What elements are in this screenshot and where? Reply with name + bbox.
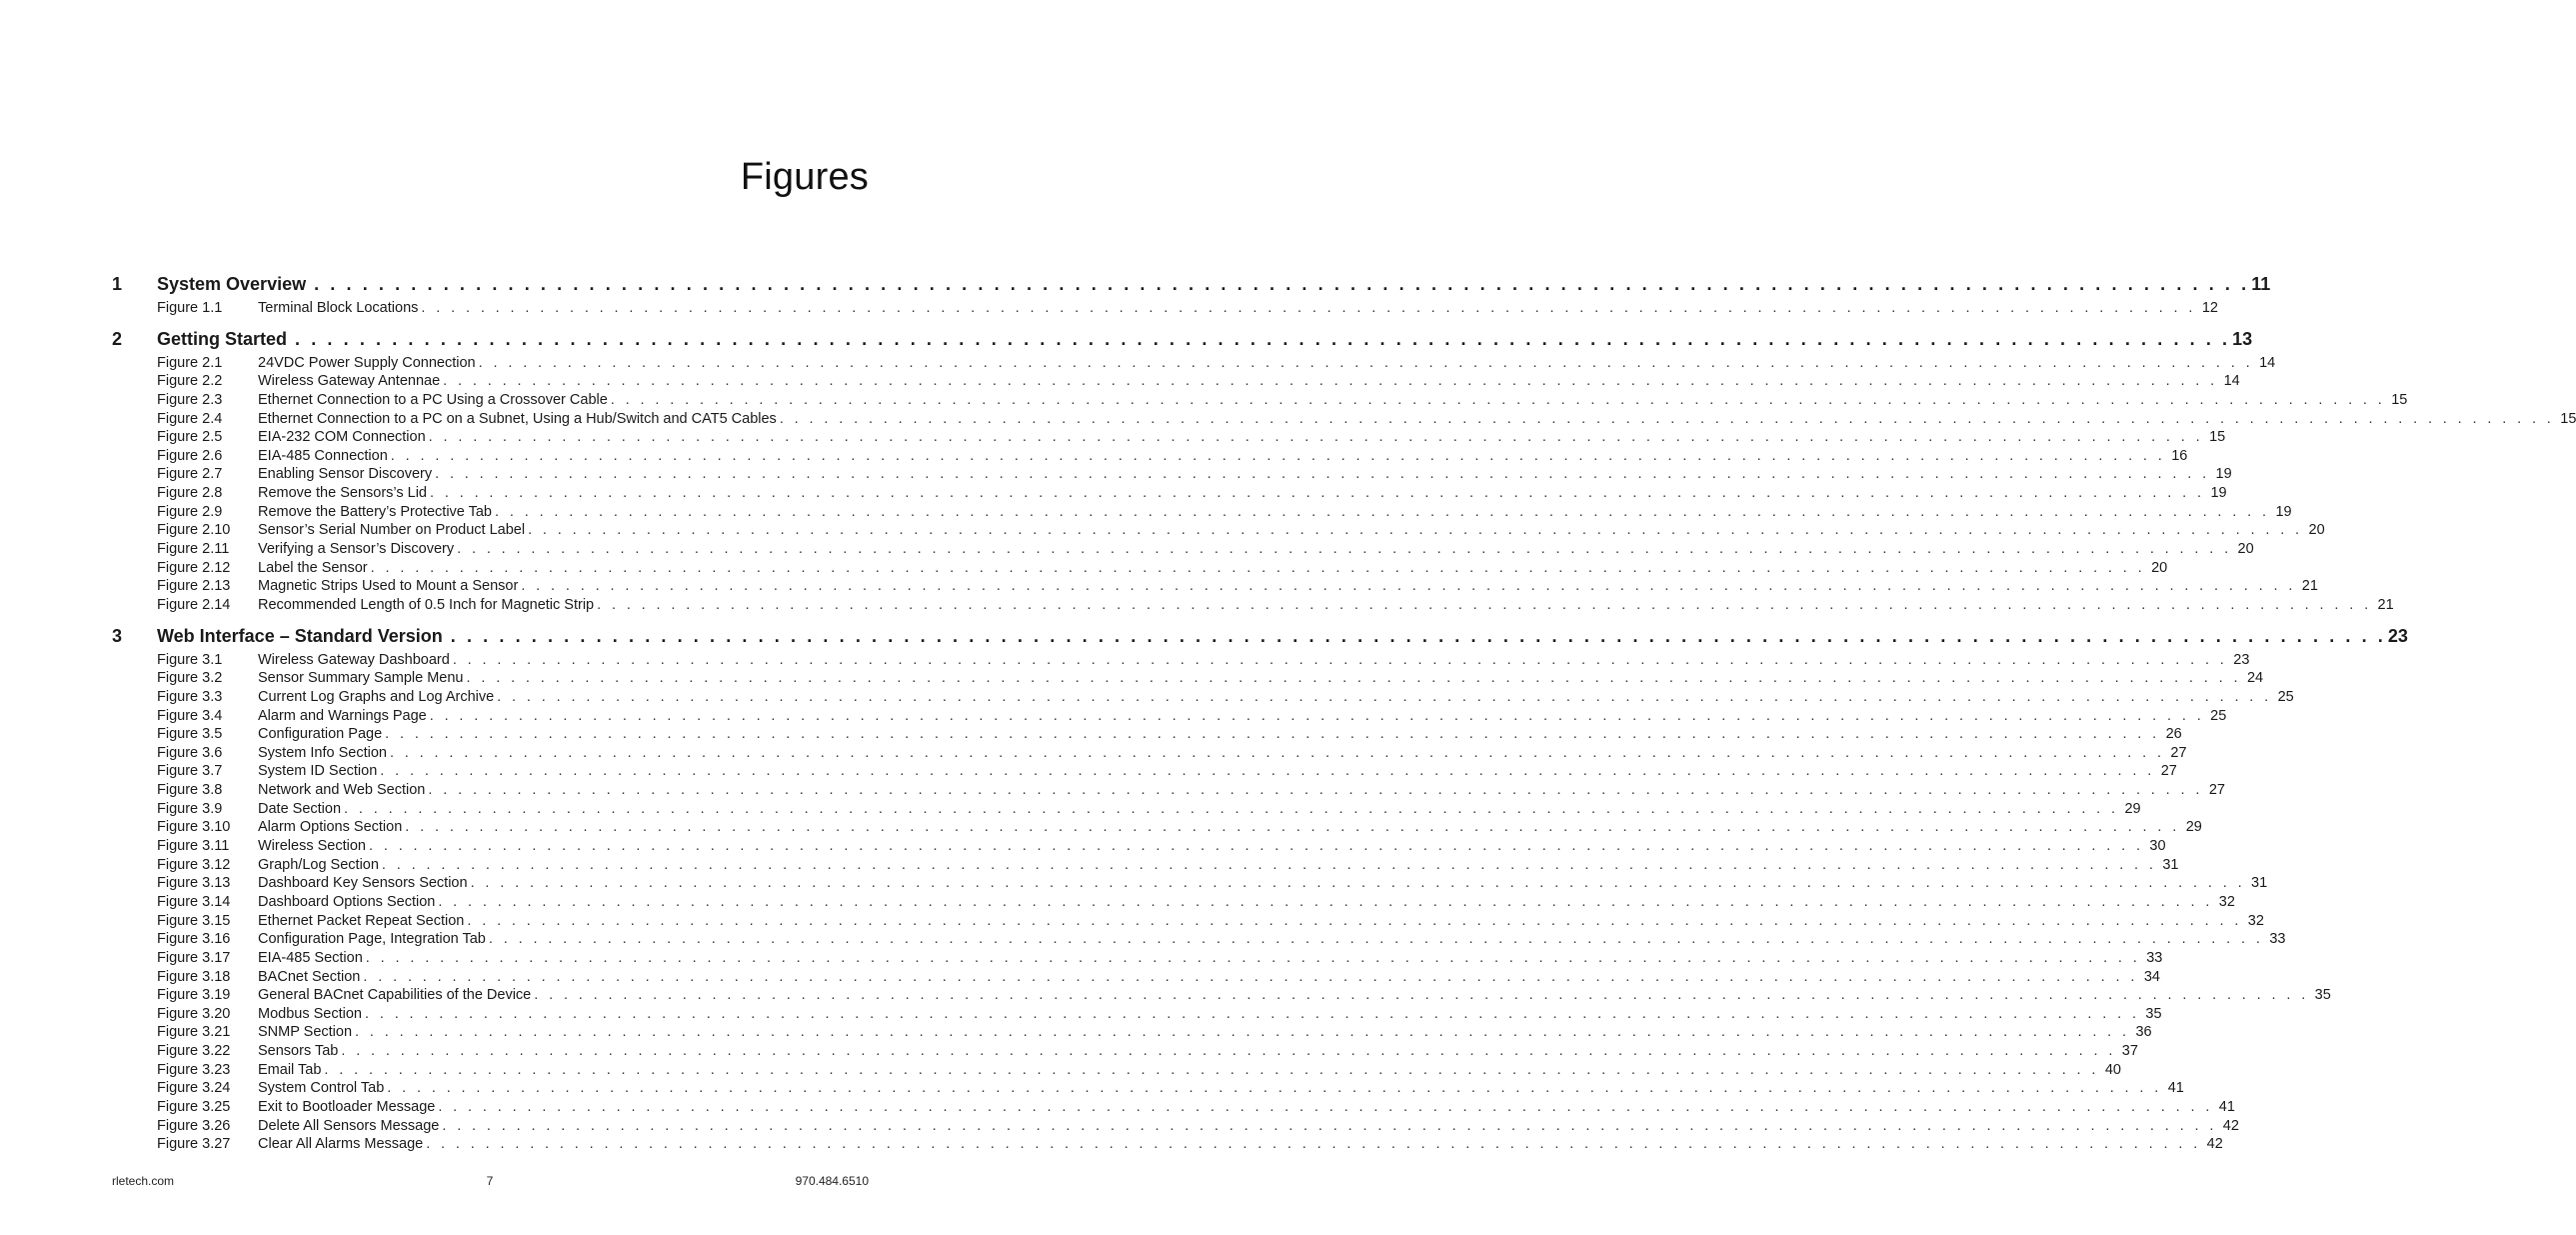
figure-page-number: 23 (2233, 651, 2250, 668)
figure-label: Figure 2.8 (157, 485, 223, 502)
figure-title: Terminal Block Locations (258, 300, 419, 316)
toc-figure-entry[interactable] (112, 559, 2168, 579)
figure-title: Sensors Tab (258, 1043, 339, 1060)
dot-leader: . . . . . . . . . . . . . . . . . . . . . . . . . . . . . . . . . . . . . . . . . . . . . . . . . . . . . . . . . . . . . . . . . . . . . . . . . . . . . . . . . . . . . . . . . . . . . . . . . . . . . . . . . . . . . . . . . . . . . . . . (478, 354, 2254, 371)
figure-title: Network and Web Section (258, 782, 426, 799)
toc-figure-entry[interactable] (112, 373, 2240, 392)
dot-leader: . . . . . . . . . . . . . . . . . . . . . . . . . . . . . . . . . . . . . . . . . . . . . . . . . . . . . . . . . . . . . . . . . . . . . . . . . . . . . . . . . . . . . . . . . . . . . . . . . . . . . . . . . . . . . . . . . . . . . . . . (534, 987, 2309, 1004)
figure-title: Enabling Sensor Discovery (258, 466, 433, 483)
dot-leader: . . . . . . . . . . . . . . . . . . . . . . . . . . . . . . . . . . . . . . . . . . . . . . . . . . . . . . . . . . . . . . . . . . . . . . . . . . . . . . . . . . . . . . . . . . . . . . . . . . . . . . . . . . . . . . . . . . . . . . . . (430, 485, 2205, 502)
dot-leader: . . . . . . . . . . . . . . . . . . . . . . . . . . . . . . . . . . . . . . . . . . . . . . . . . . . . . . . . . . . . . . . . . . . . . . . . . . . . . . . . . . . . . . . . . . . . . . . . . . . . . . . . . . . . . . . . . . . . . . . . (457, 541, 2232, 558)
dot-leader: . . . . . . . . . . . . . . . . . . . . . . . . . . . . . . . . . . . . . . . . . . . . . . . . . . . . . . . . . . . . . . . . . . . . . . . . . . . . . . . . . . . . . . . . . . . . . . . . . . . . . . . . . . . . . . . . . . . . . . . . (344, 800, 2119, 817)
toc-figure-entry[interactable] (112, 949, 2163, 969)
toc-figure-entry[interactable] (112, 354, 2276, 374)
figure-label: Figure 1.1 (157, 300, 223, 316)
dot-leader: . . . . . . . . . . . . . . . . . . . . . . . . . . . . . . . . . . . . . . . . . . . . . . . . . . . . . . . . . . . . . . . . . . . . . . . . . . . . . . . . . . . . . . . . . . . . . . . . . . . . . . . . . . . . . . . . . . . . . . . . (389, 744, 2165, 761)
chapter-number: 2 (112, 328, 123, 349)
toc-figure-entry[interactable] (112, 838, 2166, 857)
page-title: Figures (740, 156, 869, 198)
dot-leader: . . . . . . . . . . . . . . . . . . . . . . . . . . . . . . . . . . . . . . . . . . . . . . . . . . . . . . . . . . . . . . . . . . . . . . . . . . . . . . . . . . . . . . . . . . . . . . . . . . . . . . . . . . . . . . . . . . . . . . . . (428, 429, 2204, 446)
figure-title: EIA-485 Connection (258, 447, 388, 464)
dot-leader: . . . . . . . . . . . . . . . . . . . . . . . . . . . . . . . . . . . . . . . . . . . . . . . . . . . . . . . . . . . . . . . . . . . . . . . . . . . . . . . . . . . . . . . . . . . . . . . . . . . . . . . . . . . . . . . . . . . . . . . . (779, 410, 2555, 427)
figure-page-number: 27 (2160, 763, 2177, 780)
toc-figure-entry[interactable] (112, 485, 2227, 504)
figure-page-number: 35 (2145, 1005, 2162, 1022)
figure-page-number: 29 (2124, 800, 2141, 817)
figure-title: System Info Section (258, 744, 387, 761)
figure-page-number: 20 (2237, 541, 2254, 558)
figure-label: Figure 2.12 (157, 559, 231, 576)
figure-page-number: 15 (2209, 429, 2226, 446)
footer-phone: 970.484.6510 (795, 1174, 869, 1188)
toc-figure-entry[interactable] (112, 782, 2225, 801)
dot-leader: . . . . . . . . . . . . . . . . . . . . . . . . . . . . . . . . . . . . . . . . . . . . . . . . . . . . . . . . . . . . . . . . . . . . . . . . . . . . . . . . . . . . . . . . . . . . . . . . . . . . . . . . . . . . . . . . . . . . . . . . (497, 688, 2272, 705)
figure-title: System Control Tab (258, 1080, 385, 1097)
figure-label: Figure 3.1 (157, 651, 223, 668)
toc-figure-entry[interactable] (112, 1024, 2152, 1043)
toc-figure-entry[interactable] (112, 819, 2202, 838)
dot-leader: . . . . . . . . . . . . . . . . . . . . . . . . . . . . . . . . . . . . . . . . . . . . . . . . . . . . . . . . . . . . . . . . . . . . . . . . . . . . . . . . . . . . . . . . . . . . . . . . . . . . . . . . . . . . . . . . . . . . . . . . (521, 578, 2296, 595)
dot-leader: . . . . . . . . . . . . . . . . . . . . . . . . . . . . . . . . . . . . . . . . . . . . . . . . . . . . . . . . . . . . . . . . . . . . . . . . . . . . . . . . . . . . . . . . . . . . . . . . . . . . . . . . . . . . . . . . . . . . . . . . (435, 466, 2210, 483)
figure-title: Modbus Section (258, 1005, 362, 1022)
figure-page-number: 29 (2185, 819, 2202, 836)
figure-label: Figure 2.9 (157, 503, 223, 520)
figure-label: Figure 2.4 (157, 410, 223, 427)
figure-label: Figure 3.24 (157, 1080, 231, 1097)
figure-page-number: 37 (2121, 1043, 2138, 1060)
dot-leader: . . . . . . . . . . . . . . . . . . . . . . . . . . . . . . . . . . . . . . . . . . . . . . . . . . . . . . . . . . . . . . . . . . . . . . . . . . . . . . . . . . . . . . . . . . . . . . . . . . . . . . . . . . . . . . . . . . . . . . . . (365, 949, 2141, 966)
figure-title: Sensor Summary Sample Menu (258, 670, 464, 687)
figure-title: Graph/Log Section (258, 856, 379, 873)
figure-title: Alarm and Warnings Page (258, 707, 427, 724)
figure-title: Exit to Bootloader Message (258, 1098, 436, 1115)
figure-label: Figure 3.23 (157, 1061, 231, 1078)
figure-page-number: 41 (2218, 1098, 2235, 1115)
footer-page-number: 7 (486, 1174, 494, 1188)
chapter-page-number: 11 (2251, 274, 2271, 294)
toc-figure-entry[interactable] (112, 466, 2232, 485)
figure-label: Figure 3.11 (157, 838, 230, 855)
figure-title: Ethernet Packet Repeat Section (258, 912, 465, 929)
figure-label: Figure 2.13 (157, 578, 231, 595)
figure-title: System ID Section (258, 763, 378, 780)
figure-title: Configuration Page, Integration Tab (258, 931, 486, 948)
figure-title: Magnetic Strips Used to Mount a Sensor (258, 578, 519, 595)
figure-label: Figure 3.13 (157, 875, 231, 892)
dot-leader: . . . . . . . . . . . . . . . . . . . . . . . . . . . . . . . . . . . . . . . . . . . . . . . . . . . . . . . . . . . . . . . . . . . . . . . . . . . . . . . . . . . . . . . . . . . . . . . . . . . . . . . . . . . . . . . . . . . . . . . . (610, 391, 2386, 408)
toc-chapter-entry[interactable] (112, 274, 2271, 300)
figure-page-number: 42 (2222, 1117, 2239, 1134)
toc-figure-entry[interactable] (112, 429, 2226, 448)
figure-page-number: 12 (2201, 300, 2218, 316)
dot-leader: . . . . . . . . . . . . . . . . . . . . . . . . . . . . . . . . . . . . . . . . . . . . . . . . . . . . . . . . . . . . . . . . . . . . . . . . . . . . . . . . . . . . . . . . . . . . . . . . . . . . . . . . . . . . . . . . . . . . . . . . (405, 819, 2180, 836)
toc-figure-entry[interactable] (112, 391, 2408, 411)
toc-figure-entry[interactable] (112, 522, 2325, 541)
figure-title: BACnet Section (258, 968, 361, 985)
dot-leader: . . . . . . . . . . . . . . . . . . . . . . . . . . . . . . . . . . . . . . . . . . . . . . . . . . . . . . . . . . . . . . . . . . . . . . . . . . . . . . . . . . . . . . . . . . . . . . . . . . . . . . . . . . . . . . . . . . . . . . . . (597, 596, 2372, 613)
figure-page-number: 20 (2308, 522, 2325, 539)
toc-figure-entry[interactable] (112, 503, 2292, 523)
figure-page-number: 20 (2151, 559, 2168, 576)
figure-page-number: 19 (2210, 485, 2227, 502)
figure-page-number: 15 (2560, 410, 2576, 427)
figure-label: Figure 2.3 (157, 391, 223, 408)
chapter-number: 3 (112, 625, 123, 646)
dot-leader: . . . . . . . . . . . . . . . . . . . . . . . . . . . . . . . . . . . . . . . . . . . . . . . . . . . . . . . . . . . . . . . . . . . . . . . . . . . . . . . . . . . . . . . . . . . . . . . . . . . . . . . . . . . . . . . . . . . . . . . . (380, 763, 2155, 780)
figure-page-number: 25 (2277, 688, 2294, 705)
table-of-figures (112, 274, 2576, 1155)
figure-label: Figure 3.26 (157, 1117, 231, 1134)
toc-figure-entry[interactable] (112, 726, 2182, 745)
figure-label: Figure 3.5 (157, 726, 223, 743)
figure-page-number: 16 (2171, 447, 2188, 464)
toc-figure-entry[interactable] (112, 1117, 2239, 1137)
figure-title: Wireless Gateway Antennae (258, 373, 441, 390)
toc-figure-entry[interactable] (112, 410, 2576, 430)
dot-leader: . . . . . . . . . . . . . . . . . . . . . . . . . . . . . . . . . . . . . . . . . . . . . . . . . . . . . . . . . . . . . . . . . . . . . . . . . . . . . . . . . . . . . . . . . . . . . . . . . . . . . . . . . . . . . . . . . . . . . . . . (381, 856, 2157, 873)
toc-figure-entry[interactable] (112, 1005, 2162, 1025)
toc-figure-entry[interactable] (112, 670, 2264, 689)
figure-label: Figure 2.7 (157, 466, 223, 483)
toc-figure-entry[interactable] (112, 1098, 2235, 1118)
dot-leader: . . . . . . . . . . . . . . . . . . . . . . . . . . . . . . . . . . . . . . . . . . . . . . . . . . . . . . . . . . . . . . . . . . . . . . . . . . . . . . . . . . . . . . . . . . . . . . . . . . . . . . . . . . . . . . . . . . . . . . . . (390, 447, 2166, 464)
dot-leader: . . . . . . . . . . . . . . . . . . . . . . . . . . . . . . . . . . . . . . . . . . . . . . . . . . . . . . . . . . . . . . . . . . . . . . . . . . . . . . . . . . . . . . . . . . . . . . . . . . . . . . . . . . . . . . . . . . . . . . . . (385, 726, 2160, 743)
figure-label: Figure 3.10 (157, 819, 231, 836)
figure-label: Figure 3.19 (157, 987, 231, 1004)
figure-page-number: 25 (2210, 707, 2227, 724)
figure-label: Figure 3.4 (157, 707, 223, 724)
toc-figure-entry[interactable] (112, 1061, 2121, 1081)
toc-figure-entry[interactable] (112, 893, 2235, 913)
dot-leader: . . . . . . . . . . . . . . . . . . . . . . . . . . . . . . . . . . . . . . . . . . . . . . . . . . . . . . . . . . . . . . . . . . . . . . . . . . . . . . . . . . . . . . . . . . . . . . . . . . . . . . . . . . . . . . . . . . . . . . . . (368, 838, 2144, 855)
figure-page-number: 19 (2275, 503, 2292, 520)
toc-figure-entry[interactable] (112, 447, 2188, 467)
figure-title: Sensor’s Serial Number on Product Label (258, 522, 526, 539)
figure-label: Figure 3.20 (157, 1005, 231, 1022)
toc-figure-entry[interactable] (112, 875, 2268, 894)
toc-figure-entry[interactable] (112, 1043, 2138, 1062)
chapter-title: Getting Started (157, 328, 288, 349)
figure-page-number: 36 (2135, 1024, 2152, 1041)
figure-title: Dashboard Key Sensors Section (258, 875, 468, 892)
figure-label: Figure 3.8 (157, 782, 223, 799)
figure-page-number: 35 (2314, 987, 2331, 1004)
toc-chapter-entry[interactable] (112, 625, 2408, 652)
figure-title: 24VDC Power Supply Connection (258, 354, 476, 371)
figure-label: Figure 3.16 (157, 931, 231, 948)
dot-leader: . . . . . . . . . . . . . . . . . . . . . . . . . . . . . . . . . . . . . . . . . . . . . . . . . . . . . . . . . . . . . . . . . . . . . . . . . . . . . . . . . . . . . . . . . . . . . . . . . . . . . . . . . . . . . . . . . . . . . . . . (355, 1024, 2130, 1041)
dot-leader: . . . . . . . . . . . . . . . . . . . . . . . . . . . . . . . . . . . . . . . . . . . . . . . . . . . . . . . . . . . . . . . . . . . . . . . . . . . . . . . . . . . . . . . . . . . . . . . . . . . . . . . . . . . . . . . . . . . . . . . . (528, 522, 2303, 539)
figure-label: Figure 2.6 (157, 447, 223, 464)
chapter-title: Web Interface – Standard Version (157, 625, 443, 646)
figure-page-number: 21 (2301, 578, 2318, 595)
figure-label: Figure 3.25 (157, 1098, 231, 1115)
figure-page-number: 27 (2208, 782, 2225, 799)
chapter-page-number: 13 (2232, 328, 2253, 349)
dot-leader: . . . . . . . . . . . . . . . . . . . . . . . . . . . . . . . . . . . . . . . . . . . . . . . . . . . . . . . . . . . . . . . . . . . . . . . . . . . . . . . . . . . . . . . . . . . . . . . . . . . . . . . . . . . . . . . . . . . . . . . . (314, 274, 2250, 294)
figure-label: Figure 3.3 (157, 688, 223, 705)
toc-figure-entry[interactable] (112, 541, 2254, 560)
figure-label: Figure 3.7 (157, 763, 223, 780)
figure-label: Figure 3.9 (157, 800, 223, 817)
toc-figure-entry[interactable] (112, 596, 2394, 616)
toc-figure-entry[interactable] (112, 968, 2160, 988)
figure-page-number: 19 (2215, 466, 2232, 483)
figure-title: Ethernet Connection to a PC Using a Crossover Cable (258, 391, 608, 408)
toc-figure-entry[interactable] (112, 1136, 2223, 1155)
figure-label: Figure 2.11 (157, 541, 230, 558)
figure-label: Figure 3.22 (157, 1043, 231, 1060)
dot-leader: . . . . . . . . . . . . . . . . . . . . . . . . . . . . . . . . . . . . . . . . . . . . . . . . . . . . . . . . . . . . . . . . . . . . . . . . . . . . . . . . . . . . . . . . . . . . . . . . . . . . . . . . . . . . . . . . . . . . . . . . (370, 559, 2146, 576)
dot-leader: . . . . . . . . . . . . . . . . . . . . . . . . . . . . . . . . . . . . . . . . . . . . . . . . . . . . . . . . . . . . . . . . . . . . . . . . . . . . . . . . . . . . . . . . . . . . . . . . . . . . . . . . . . . . . . . . . . . . . . . . (452, 651, 2228, 668)
dot-leader: . . . . . . . . . . . . . . . . . . . . . . . . . . . . . . . . . . . . . . . . . . . . . . . . . . . . . . . . . . . . . . . . . . . . . . . . . . . . . . . . . . . . . . . . . . . . . . . . . . . . . . . . . . . . . . . . . . . . . . . . (443, 373, 2218, 390)
figure-title: Current Log Graphs and Log Archive (258, 688, 495, 705)
figure-label: Figure 2.1 (157, 354, 223, 371)
dot-leader: . . . . . . . . . . . . . . . . . . . . . . . . . . . . . . . . . . . . . . . . . . . . . . . . . . . . . . . . . . . . . . . . . . . . . . . . . . . . . . . . . . . . . . . . . . . . . . . . . . . . . . . . . . . . . . . . . . . . . . . . (341, 1043, 2116, 1060)
dot-leader: . . . . . . . . . . . . . . . . . . . . . . . . . . . . . . . . . . . . . . . . . . . . . . . . . . . . . . . . . . . . . . . . . . . . . . . . . . . . . . . . . . . . . . . . . . . . . . . . . . . . . . . . . . . . . . . . . . . . . . . . (428, 782, 2203, 799)
chapter-number: 1 (112, 274, 123, 294)
figure-label: Figure 3.2 (157, 670, 223, 687)
figure-title: General BACnet Capabilities of the Device (258, 987, 532, 1004)
dot-leader: . . . . . . . . . . . . . . . . . . . . . . . . . . . . . . . . . . . . . . . . . . . . . . . . . . . . . . . . . . . . . . . . . . . . . . . . . . . . . . . . . . . . . . . . . . . . . . . . . . . . . . . . . . . . . . . . . . . . . . . . (426, 1136, 2201, 1153)
chapter-page-number: 23 (2387, 625, 2408, 646)
footer-website: rletech.com (112, 1174, 175, 1188)
figure-page-number: 34 (2143, 968, 2160, 985)
figure-title: Configuration Page (258, 726, 383, 743)
figure-label: Figure 3.17 (157, 949, 231, 966)
figure-page-number: 30 (2149, 838, 2166, 855)
figure-page-number: 41 (2167, 1080, 2184, 1097)
figure-title: Wireless Gateway Dashboard (258, 651, 450, 668)
toc-figure-entry[interactable] (112, 856, 2179, 876)
figure-label: Figure 2.2 (157, 373, 223, 390)
figure-title: Email Tab (258, 1061, 322, 1078)
dot-leader: . . . . . . . . . . . . . . . . . . . . . . . . . . . . . . . . . . . . . . . . . . . . . . . . . . . . . . . . . . . . . . . . . . . . . . . . . . . . . . . . . . . . . . . . . . . . . . . . . . . . . . . . . . . . . . . . . . . . . . . . (470, 875, 2246, 892)
toc-figure-entry[interactable] (112, 578, 2318, 597)
figure-title: Ethernet Connection to a PC on a Subnet, Using a Hub/Switch and CAT5 Cables (258, 410, 777, 427)
figure-title: Dashboard Options Section (258, 893, 436, 910)
figure-page-number: 42 (2206, 1136, 2223, 1153)
figure-page-number: 14 (2223, 373, 2240, 390)
dot-leader: . . . . . . . . . . . . . . . . . . . . . . . . . . . . . . . . . . . . . . . . . . . . . . . . . . . . . . . . . . . . . . . . . . . . . . . . . . . . . . . . . . . . . . . . . . . . . . . . . . . . . . . . . . . . . . . . . . . . . . . . (466, 670, 2241, 687)
figure-page-number: 31 (2251, 875, 2268, 892)
toc-figure-entry[interactable] (112, 912, 2264, 932)
figure-label: Figure 3.21 (157, 1024, 231, 1041)
dot-leader: . . . . . . . . . . . . . . . . . . . . . . . . . . . . . . . . . . . . . . . . . . . . . . . . . . . . . . . . . . . . . . . . . . . . . . . . . . . . . . . . . . . . . . . . . . . . . . . . . . . . . . . . . . . . . . . . . . . . . . . . (488, 931, 2264, 948)
dot-leader: . . . . . . . . . . . . . . . . . . . . . . . . . . . . . . . . . . . . . . . . . . . . . . . . . . . . . . . . . . . . . . . . . . . . . . . . . . . . . . . . . . . . . . . . . . . . . . . . . . . . . . . . . . . . . . . . . . . . . . . . (467, 912, 2242, 929)
figure-title: Label the Sensor (258, 559, 368, 576)
toc-figure-entry[interactable] (112, 300, 2218, 319)
figure-title: Date Section (258, 800, 342, 817)
figure-title: Clear All Alarms Message (258, 1136, 424, 1153)
figure-page-number: 24 (2246, 670, 2264, 687)
figure-title: EIA-485 Section (258, 949, 363, 966)
toc-figure-entry[interactable] (112, 987, 2331, 1006)
dot-leader: . . . . . . . . . . . . . . . . . . . . . . . . . . . . . . . . . . . . . . . . . . . . . . . . . . . . . . . . . . . . . . . . . . . . . . . . . . . . . . . . . . . . . . . . . . . . . . . . . . . . . . . . . . . . . . . . . . . . . . . . (421, 300, 2196, 316)
figure-page-number: 33 (2269, 931, 2286, 948)
toc-figure-entry[interactable] (112, 707, 2227, 727)
figure-page-number: 31 (2162, 856, 2179, 873)
figure-page-number: 33 (2146, 949, 2163, 966)
figure-title: Recommended Length of 0.5 Inch for Magnetic Strip (258, 596, 595, 613)
figure-title: Alarm Options Section (258, 819, 403, 836)
figure-page-number: 26 (2165, 726, 2182, 743)
dot-leader: . . . . . . . . . . . . . . . . . . . . . . . . . . . . . . . . . . . . . . . . . . . . . . . . . . . . . . . . . . . . . . . . . . . . . . . . . . . . . . . . . . . . . . . . . . . . . . . . . . . . . . . . . . . . . . . . . . . . . . . . (364, 1005, 2140, 1022)
figure-title: Remove the Sensors’s Lid (258, 485, 427, 502)
figure-title: Wireless Section (258, 838, 366, 855)
figure-page-number: 27 (2170, 744, 2187, 761)
toc-figure-entry[interactable] (112, 763, 2177, 782)
figure-page-number: 14 (2259, 354, 2276, 371)
figure-label: Figure 2.10 (157, 522, 231, 539)
dot-leader: . . . . . . . . . . . . . . . . . . . . . . . . . . . . . . . . . . . . . . . . . . . . . . . . . . . . . . . . . . . . . . . . . . . . . . . . . . . . . . . . . . . . . . . . . . . . . . . . . . . . . . . . . . . . . . . . . . . . . . . . (324, 1061, 2099, 1078)
toc-figure-entry[interactable] (112, 744, 2187, 764)
figure-page-number: 40 (2104, 1061, 2121, 1078)
figure-label: Figure 3.12 (157, 856, 231, 873)
toc-figure-entry[interactable] (112, 931, 2286, 950)
toc-figure-entry[interactable] (112, 1080, 2184, 1099)
figure-label: Figure 3.27 (157, 1136, 231, 1153)
figure-title: Verifying a Sensor’s Discovery (258, 541, 455, 558)
dot-leader: . . . . . . . . . . . . . . . . . . . . . . . . . . . . . . . . . . . . . . . . . . . . . . . . . . . . . . . . . . . . . . . . . . . . . . . . . . . . . . . . . . . . . . . . . . . . . . . . . . . . . . . . . . . . . . . . . . . . . . . . (450, 625, 2386, 646)
dot-leader: . . . . . . . . . . . . . . . . . . . . . . . . . . . . . . . . . . . . . . . . . . . . . . . . . . . . . . . . . . . . . . . . . . . . . . . . . . . . . . . . . . . . . . . . . . . . . . . . . . . . . . . . . . . . . . . . . . . . . . . . (438, 893, 2213, 910)
figure-label: Figure 3.6 (157, 744, 223, 761)
figure-label: Figure 3.14 (157, 893, 231, 910)
figure-title: EIA-232 COM Connection (258, 429, 426, 446)
dot-leader: . . . . . . . . . . . . . . . . . . . . . . . . . . . . . . . . . . . . . . . . . . . . . . . . . . . . . . . . . . . . . . . . . . . . . . . . . . . . . . . . . . . . . . . . . . . . . . . . . . . . . . . . . . . . . . . . . . . . . . . . (387, 1080, 2162, 1097)
chapter-title: System Overview (157, 274, 307, 294)
toc-chapter-entry[interactable] (112, 328, 2253, 355)
figure-page-number: 32 (2247, 912, 2264, 929)
figure-page-number: 21 (2377, 596, 2394, 613)
figure-label: Figure 2.14 (157, 596, 231, 613)
figure-label: Figure 3.18 (157, 968, 231, 985)
figure-label: Figure 2.5 (157, 429, 223, 446)
toc-figure-entry[interactable] (112, 800, 2141, 820)
dot-leader: . . . . . . . . . . . . . . . . . . . . . . . . . . . . . . . . . . . . . . . . . . . . . . . . . . . . . . . . . . . . . . . . . . . . . . . . . . . . . . . . . . . . . . . . . . . . . . . . . . . . . . . . . . . . . . . . . . . . . . . . (495, 503, 2270, 520)
toc-figure-entry[interactable] (112, 688, 2294, 708)
figure-title: SNMP Section (258, 1024, 353, 1041)
toc-figure-entry[interactable] (112, 651, 2250, 671)
dot-leader: . . . . . . . . . . . . . . . . . . . . . . . . . . . . . . . . . . . . . . . . . . . . . . . . . . . . . . . . . . . . . . . . . . . . . . . . . . . . . . . . . . . . . . . . . . . . . . . . . . . . . . . . . . . . . . . . . . . . . . . . (295, 328, 2231, 349)
dot-leader: . . . . . . . . . . . . . . . . . . . . . . . . . . . . . . . . . . . . . . . . . . . . . . . . . . . . . . . . . . . . . . . . . . . . . . . . . . . . . . . . . . . . . . . . . . . . . . . . . . . . . . . . . . . . . . . . . . . . . . . . (438, 1098, 2213, 1115)
figure-title: Delete All Sensors Message (258, 1117, 440, 1134)
dot-leader: . . . . . . . . . . . . . . . . . . . . . . . . . . . . . . . . . . . . . . . . . . . . . . . . . . . . . . . . . . . . . . . . . . . . . . . . . . . . . . . . . . . . . . . . . . . . . . . . . . . . . . . . . . . . . . . . . . . . . . . . (363, 968, 2138, 985)
figure-page-number: 15 (2391, 391, 2408, 408)
figure-page-number: 32 (2218, 893, 2235, 910)
dot-leader: . . . . . . . . . . . . . . . . . . . . . . . . . . . . . . . . . . . . . . . . . . . . . . . . . . . . . . . . . . . . . . . . . . . . . . . . . . . . . . . . . . . . . . . . . . . . . . . . . . . . . . . . . . . . . . . . . . . . . . . . (442, 1117, 2217, 1134)
figure-label: Figure 3.15 (157, 912, 231, 929)
dot-leader: . . . . . . . . . . . . . . . . . . . . . . . . . . . . . . . . . . . . . . . . . . . . . . . . . . . . . . . . . . . . . . . . . . . . . . . . . . . . . . . . . . . . . . . . . . . . . . . . . . . . . . . . . . . . . . . . . . . . . . . . (429, 707, 2205, 724)
figure-title: Remove the Battery’s Protective Tab (258, 503, 492, 520)
